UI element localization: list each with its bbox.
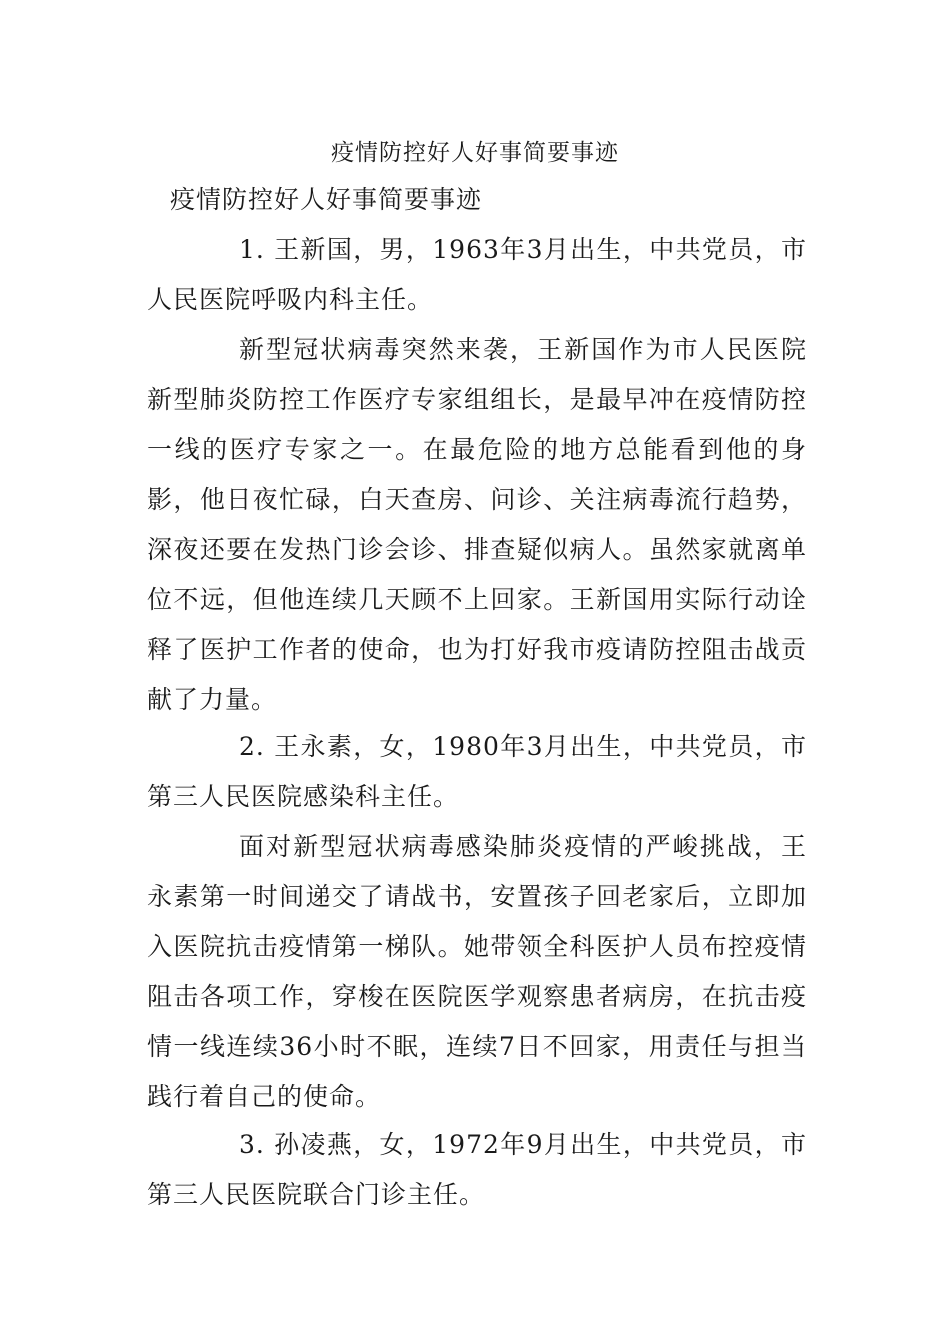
paragraph-person-3-intro: 3. 孙凌燕，女，1972年9月出生，中共党员，市第三人民医院联合门诊主任。 [147,1130,807,1209]
document-title: 疫情防控好人好事简要事迹 [331,140,619,166]
paragraph-person-1-story: 新型冠状病毒突然来袭，王新国作为市人民医院新型肺炎防控工作医疗专家组组长，是最早冲在疫情防控一线的医疗专家之一。在最危险的地方总能看到他的身影，他日夜忙碌，白天查房、问诊、关注病毒流行趋势，深夜还要在发热门诊会诊、排查疑似病人。虽然家就离单位不远，但他连续几天顾不上回家。王新国用实际行动诠释了医护工作者的使命，也为打好我市疫请防控阻击战贡献了力量。 [147,335,807,714]
paragraph-person-1-intro: 1. 王新国，男，1963年3月出生，中共党员，市人民医院呼吸内科主任。 [147,235,807,314]
paragraph-person-2-intro: 2. 王永素，女，1980年3月出生，中共党员，市第三人民医院感染科主任。 [147,732,807,811]
document-subtitle: 疫情防控好人好事简要事迹 [170,185,483,214]
paragraph-person-2-story: 面对新型冠状病毒感染肺炎疫情的严峻挑战，王永素第一时间递交了请战书，安置孩子回老家后，立即加入医院抗击疫情第一梯队。她带领全科医护人员布控疫情阻击各项工作，穿梭在医院医学观察患者病房，在抗击疫情一线连续36小时不眠，连续7日不回家，用责任与担当践行着自己的使命。 [147,832,807,1111]
